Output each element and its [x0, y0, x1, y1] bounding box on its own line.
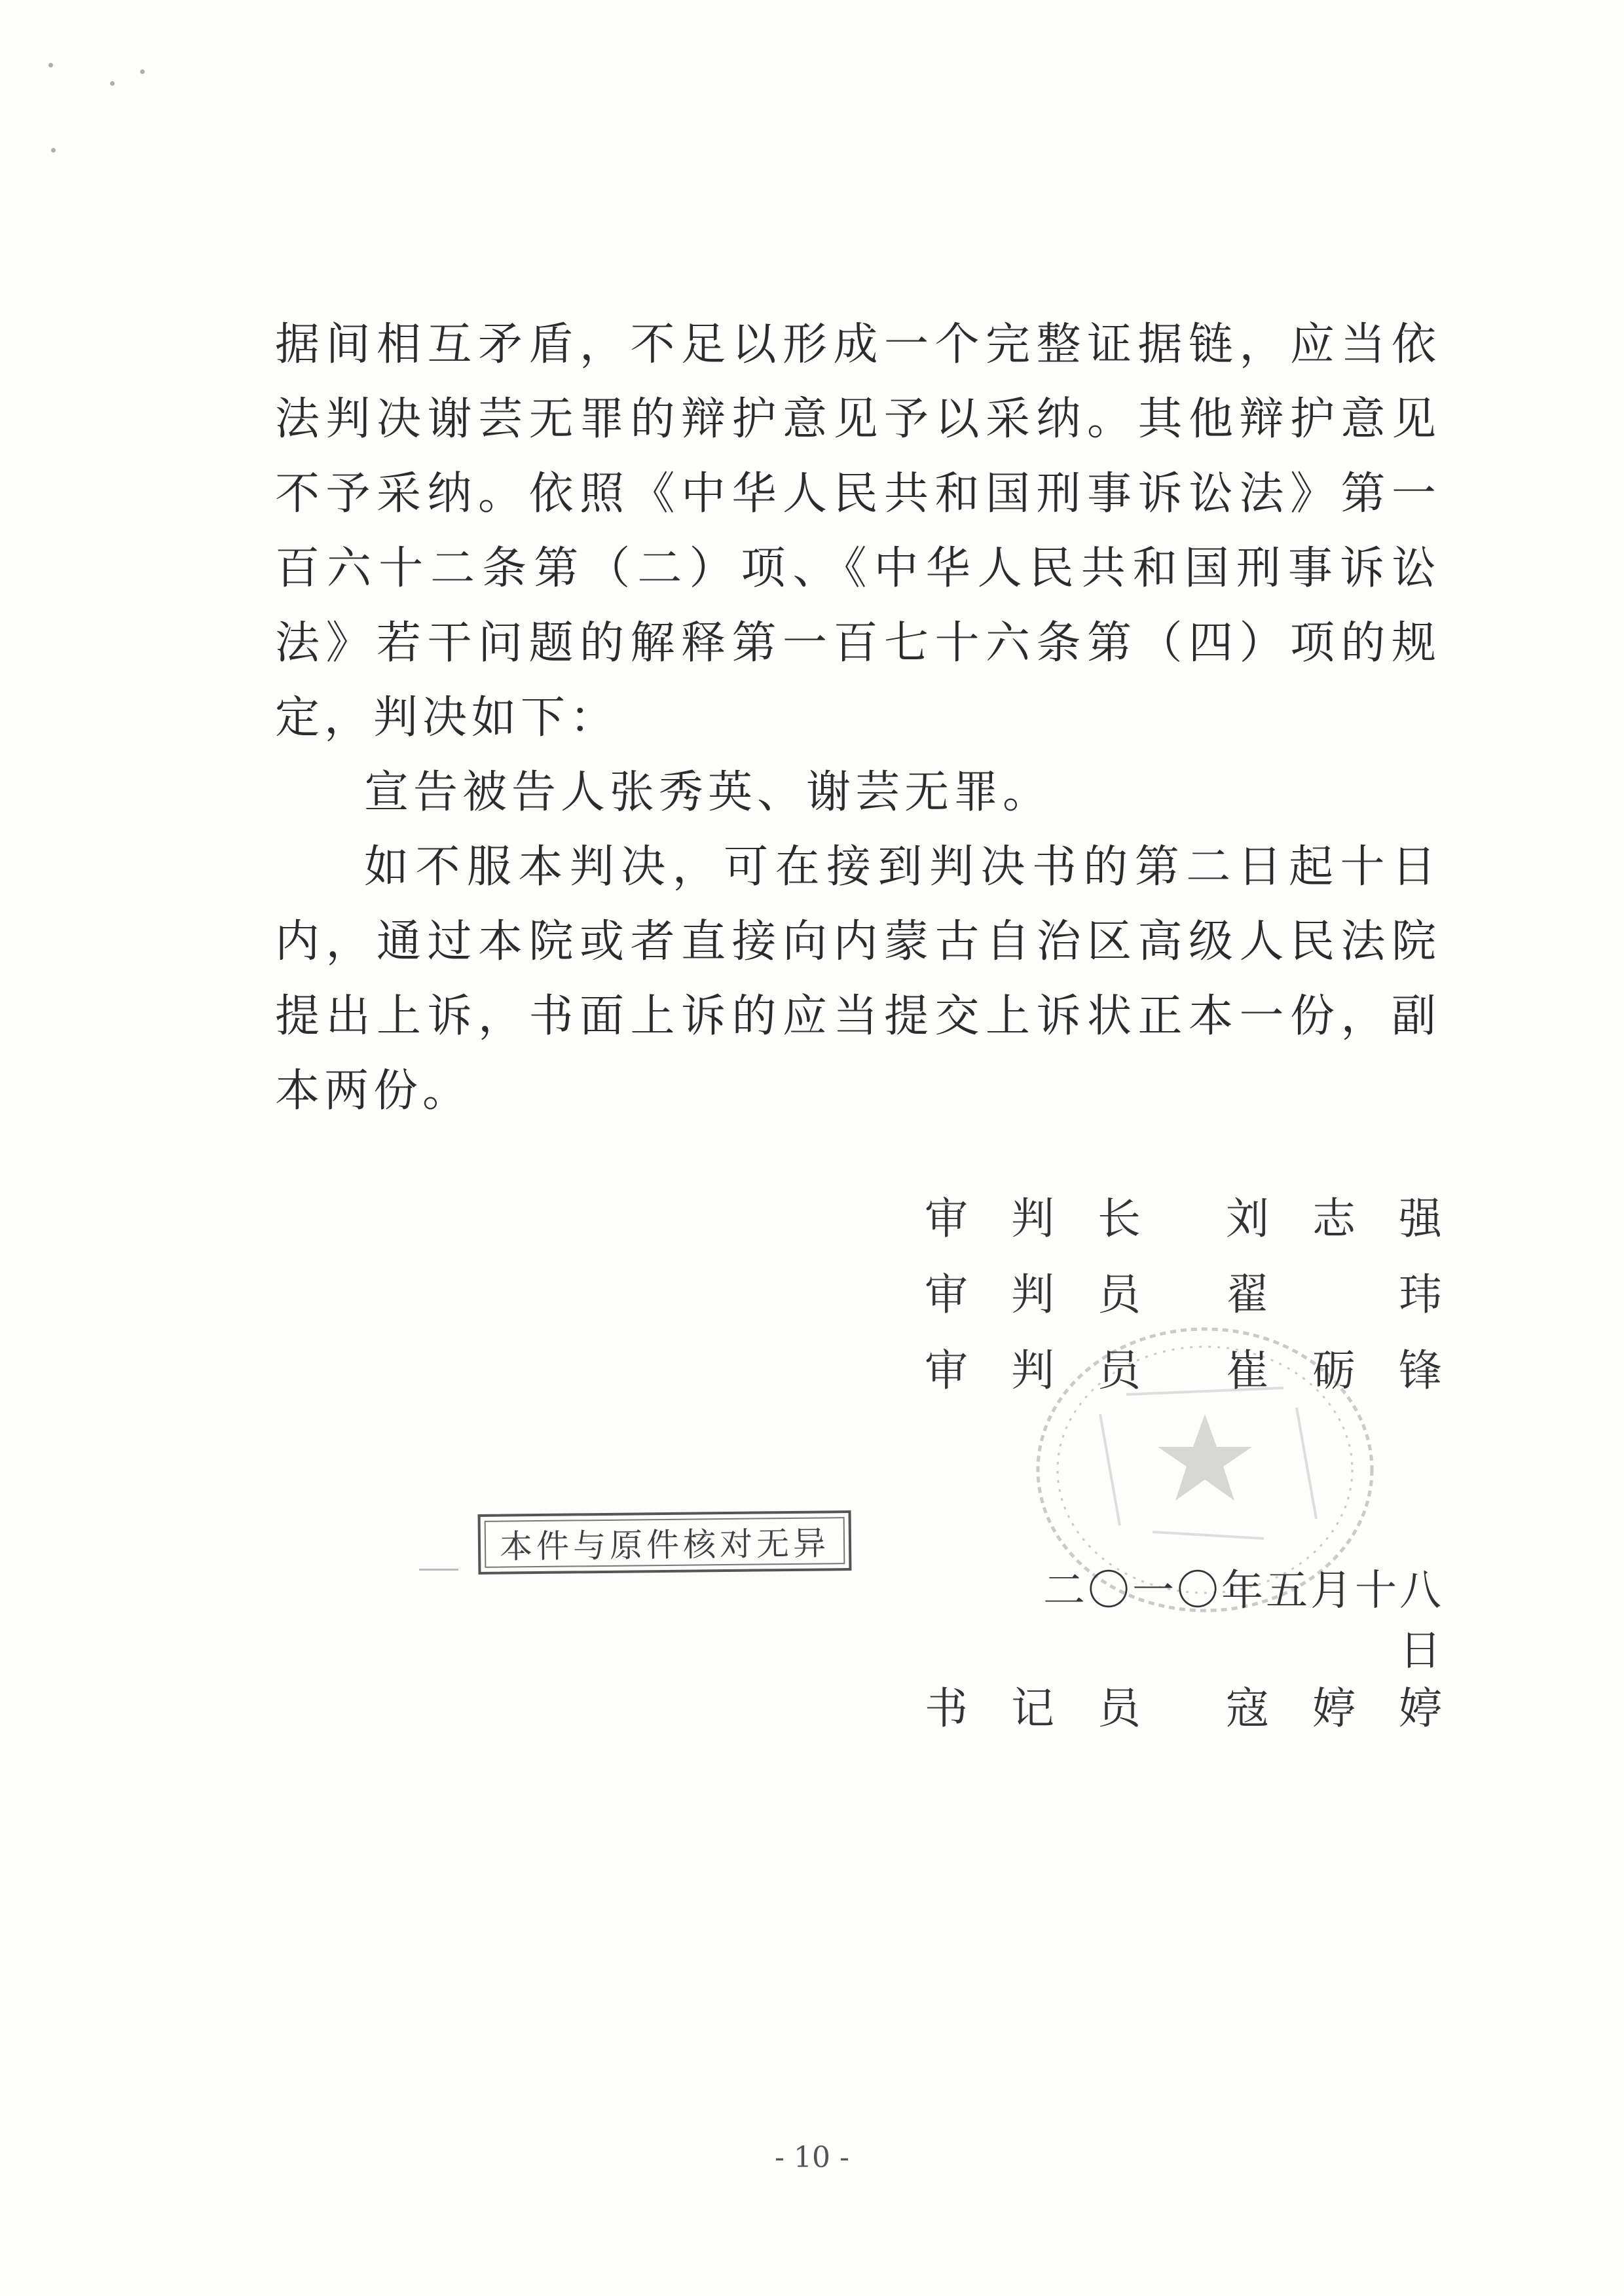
signature-title: 书 记 员 [925, 1683, 1141, 1734]
signature-name: 崔 砺 锋 [1226, 1345, 1442, 1396]
scan-mark [419, 1569, 458, 1571]
signature-name: 刘 志 强 [1226, 1194, 1442, 1244]
judgment-date: 二〇一〇年五月十八日 [1043, 1567, 1444, 1675]
paragraph-appeal-notice: 如不服本判决，可在接到判决书的第二日起十日内，通过本院或者直接向内蒙古自治区高级人民法院提出上诉，书面上诉的应当提交上诉状正本一份，副本两份。 [275, 841, 1441, 1117]
scan-speck [110, 81, 115, 86]
signature-judge-2 [925, 1336, 1442, 1401]
page-number: - 10 - [775, 2141, 849, 2174]
stamp-text: 本件与原件核对无异 [499, 1524, 830, 1566]
signature-title: 审 判 员 [925, 1345, 1141, 1396]
signature-name: 翟 玮 [1226, 1269, 1442, 1320]
judgment-body [275, 308, 1441, 1129]
scan-speck [51, 148, 56, 153]
signature-judge-1 [925, 1260, 1442, 1325]
signature-name: 寇 婷 婷 [1226, 1683, 1442, 1734]
scan-speck [140, 69, 145, 74]
certified-copy-stamp [478, 1510, 852, 1575]
signature-title: 审 判 员 [925, 1269, 1141, 1320]
signature-title: 审 判 长 [925, 1194, 1141, 1244]
scan-speck [48, 63, 53, 67]
paragraph-verdict: 宣告被告人张秀英、谢芸无罪。 [364, 767, 1052, 818]
signature-presiding-judge [925, 1184, 1442, 1249]
signature-clerk [925, 1673, 1442, 1739]
paragraph-reasoning: 据间相互矛盾，不足以形成一个完整证据链，应当依法判决谢芸无罪的辩护意见予以采纳。其他辩护意见不予采纳。依照《中华人民共和国刑事诉讼法》第一百六十二条第（二）项、《中华人民共和国刑事诉讼法》若干问题的解释第一百七十六条第（四）项的规定，判决如下： [275, 319, 1441, 744]
